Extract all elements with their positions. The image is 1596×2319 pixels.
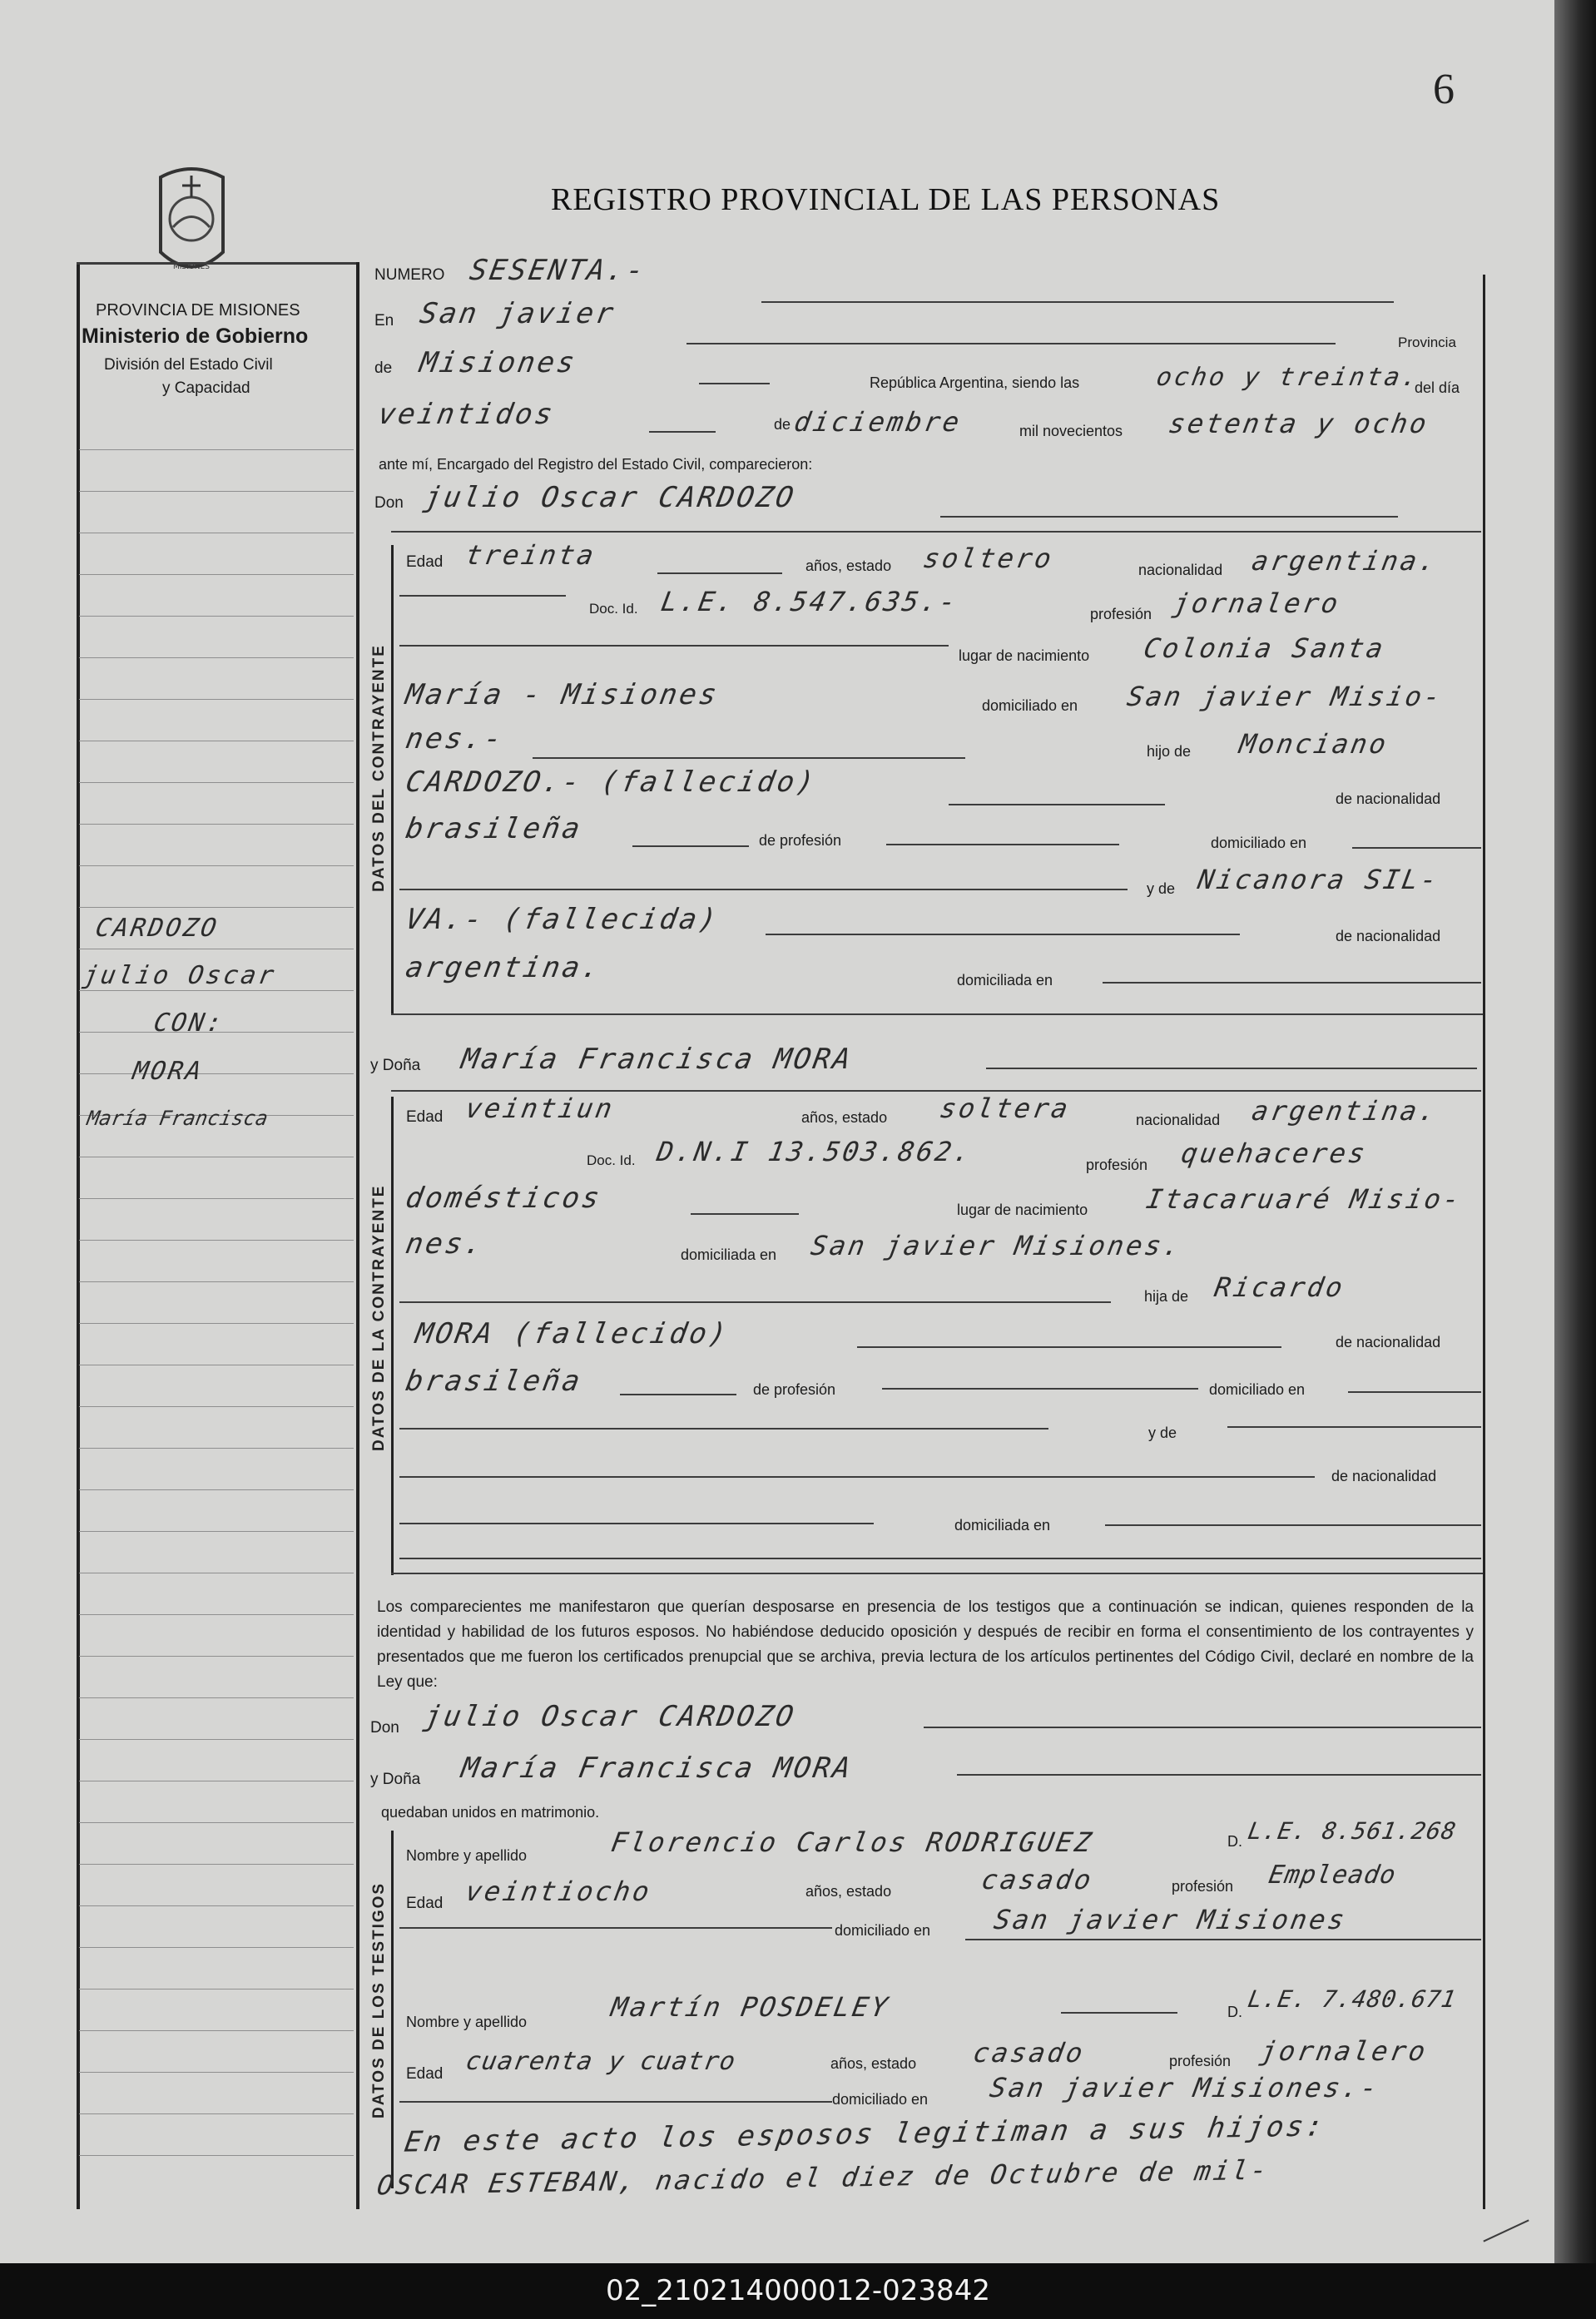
de-nacionalidad-label: de nacionalidad [1336, 790, 1441, 807]
dona-value: María Francisca MORA [458, 1043, 855, 1076]
domiciliado-en-label-2: domiciliado en [1209, 1381, 1306, 1398]
lugar-nacimiento-label-2: lugar de nacimiento [957, 1202, 1088, 1218]
de-nacionalidad-2-label-2: de nacionalidad [1331, 1468, 1437, 1484]
province-name: PROVINCIA DE MISIONES [96, 301, 300, 320]
del-dia-label: del día [1415, 379, 1460, 396]
de-value: Misiones [417, 346, 580, 379]
dona-label: y Doña [370, 1057, 421, 1074]
doc-value: L.E. 8.547.635.- [658, 586, 961, 617]
margin-note-line-5: María Francisca [85, 1107, 270, 1130]
coat-of-arms-icon [152, 161, 231, 285]
testigos-section-label: DATOS DE LOS TESTIGOS [370, 1881, 388, 2118]
domiciliado-label-t1: domiciliado en [835, 1922, 931, 1939]
don-label: Don [374, 494, 404, 512]
edad-label-t2: Edad [406, 2065, 444, 2083]
don-value-2: julio Oscar CARDOZO [421, 1700, 799, 1733]
edad-value-2: veintiun [463, 1093, 617, 1124]
domiciliado-en-label: domiciliado en [1211, 835, 1307, 851]
hijo-de-label: hijo de [1147, 743, 1192, 760]
anios-estado-label-2: años, estado [801, 1109, 888, 1126]
padre-nacionalidad-value: brasileña [403, 812, 585, 845]
testigo-2-doc: L.E. 7.480.671 [1246, 1985, 1459, 2013]
de-nacionalidad-label-2: de nacionalidad [1336, 1334, 1441, 1350]
testigo-1-doc: L.E. 8.561.268 [1246, 1817, 1459, 1845]
edad-label-t1: Edad [406, 1895, 444, 1912]
provincia-label: Provincia [1398, 334, 1456, 350]
form-right-border [1483, 275, 1485, 2209]
nacionalidad-value-2: argentina. [1249, 1095, 1441, 1127]
mil-novecientos-label: mil novecientos [1019, 423, 1123, 439]
ministry-name: Ministerio de Gobierno [82, 325, 309, 348]
page-number: 6 [1433, 66, 1455, 113]
margin-left-border [77, 262, 80, 2209]
republica-text: República Argentina, siendo las [870, 374, 1080, 391]
lugar-value: Colonia Santa [1141, 632, 1388, 664]
testigo-2-edad: cuarenta y cuatro [463, 2047, 739, 2076]
profesion-label-t2: profesión [1169, 2053, 1232, 2069]
testigo-2-profesion: jornalero [1257, 2035, 1430, 2067]
don-value: julio Oscar CARDOZO [421, 481, 799, 514]
dia-value: veintidos [375, 398, 558, 431]
madre-nacionalidad-value: argentina. [403, 951, 605, 984]
testigo-1-profesion: Empleado [1266, 1861, 1399, 1890]
doc-label-2: Doc. Id. [587, 1152, 636, 1168]
legitimation-note-line-1: En este acto los esposos legitiman a sus hijos: [402, 2109, 1328, 2159]
domiciliada-2-label: domiciliada en [954, 1517, 1051, 1534]
lugar-value-2: María - Misiones [403, 678, 722, 711]
testigo-1-edad: veintiocho [463, 1876, 655, 1907]
de-profesion-label-2: de profesión [753, 1381, 836, 1398]
dona-label-2: y Doña [370, 1771, 421, 1788]
testigo-2-nombre: Martín POSDELEY [608, 1991, 893, 2023]
numero-value: SESENTA.- [467, 254, 649, 287]
profesion-label-t1: profesión [1172, 1878, 1234, 1895]
anios-estado-label-t2: años, estado [830, 2055, 917, 2072]
quedaban-text: quedaban unidos en matrimonio. [381, 1804, 600, 1821]
closing-stroke [1483, 2219, 1529, 2242]
contrayente-border [391, 545, 394, 1015]
profesion-label: profesión [1090, 606, 1152, 622]
division-name: División del Estado Civil [104, 356, 273, 374]
declaration-paragraph: Los comparecientes me manifestaron que querían desposarse en presencia de los testigos que a continuación se indican, quienes responden de la identidad y habilidad de los futuros esposos. No habiéndose deducido oposición y después de recibir en forma el consentimiento de los contrayentes y presentados que me fueron los certificados prenupcial que se archiva, previa lectura de los artículos pertinentes del Código Civil, declaré en nombre de la Ley que: [377, 1598, 1474, 1691]
domiciliado-label: domiciliado en [982, 697, 1078, 714]
testigo-2-domicilio: San javier Misiones.- [987, 2072, 1382, 2103]
domiciliada-label-2: domiciliada en [681, 1246, 777, 1263]
domicilio-value: San javier Misio- [1124, 681, 1445, 712]
margin-note-line-4: MORA [130, 1057, 206, 1086]
testigo-1-domicilio: San javier Misiones [991, 1904, 1350, 1935]
lugar-value-4: nes. [403, 1227, 488, 1261]
anios-estado-label: años, estado [805, 557, 892, 574]
testigo-1-estado: casado [979, 1864, 1096, 1895]
domiciliada-label: domiciliada en [957, 972, 1053, 989]
padre-value: Monciano [1237, 728, 1391, 760]
svg-text:MISIONES: MISIONES [172, 263, 211, 271]
division-name-2: y Capacidad [162, 379, 250, 397]
testigo-1-nombre: Florencio Carlos RODRIGUEZ [608, 1826, 1097, 1858]
madre-value-2: VA.- (fallecida) [403, 903, 722, 936]
padre-nacionalidad-value-2: brasileña [403, 1365, 585, 1398]
contrayenta-section-label: DATOS DE LA CONTRAYENTE [370, 1184, 388, 1451]
padre-value-2: CARDOZO.- (fallecido) [403, 766, 820, 799]
doc-label: Doc. Id. [589, 601, 638, 617]
page-title: REGISTRO PROVINCIAL DE LAS PERSONAS [551, 182, 1221, 217]
contrayente-section-label: DATOS DEL CONTRAYENTE [370, 644, 388, 892]
anio-value: setenta y ocho [1166, 408, 1432, 439]
nacionalidad-label: nacionalidad [1138, 562, 1223, 578]
padre-value-4: MORA (fallecido) [413, 1317, 732, 1350]
testigos-border [391, 1831, 394, 2188]
en-value: San javier [417, 297, 619, 330]
domiciliado-label-t2: domiciliado en [832, 2091, 929, 2108]
numero-label: NUMERO [374, 266, 445, 284]
nacionalidad-value: argentina. [1249, 545, 1441, 577]
margin-right-border [356, 262, 359, 2209]
book-binding [1554, 0, 1596, 2263]
madre-value: Nicanora SIL- [1195, 864, 1442, 895]
domicilio-value-2: nes.- [403, 722, 507, 756]
estado-value: soltero [920, 543, 1057, 574]
contrayenta-border [391, 1097, 394, 1575]
don-label-2: Don [370, 1719, 399, 1737]
hija-de-label: hija de [1144, 1288, 1189, 1305]
estado-value-2: soltera [937, 1093, 1073, 1124]
padre-value-3: Ricardo [1212, 1271, 1348, 1303]
domicilio-value-3: San javier Misiones. [808, 1230, 1185, 1261]
file-id-caption: 02_210214000012-023842 [0, 2263, 1596, 2319]
lugar-nacimiento-label: lugar de nacimiento [959, 647, 1090, 664]
de-label: de [374, 359, 393, 377]
en-label: En [374, 312, 394, 330]
hora-value: ocho y treinta. [1153, 363, 1423, 392]
testigo-2-estado: casado [970, 2037, 1088, 2069]
lugar-value-3: Itacaruaré Misio- [1143, 1183, 1465, 1215]
profesion-label-2: profesión [1086, 1157, 1148, 1173]
edad-label: Edad [406, 553, 444, 571]
de-mes-label: de [774, 416, 791, 433]
profesion-value: jornalero [1170, 587, 1343, 619]
profesion-value-2b: domésticos [403, 1182, 605, 1215]
legitimation-note-line-2: OSCAR ESTEBAN, nacido el diez de Octubre de mil- [374, 2153, 1272, 2202]
y-de-label-2: y de [1148, 1425, 1177, 1441]
doc-value-2: D.N.I 13.503.862. [654, 1136, 975, 1167]
dona-value-2: María Francisca MORA [458, 1752, 855, 1785]
nacionalidad-label-2: nacionalidad [1136, 1112, 1221, 1128]
anios-estado-label-t1: años, estado [805, 1883, 892, 1900]
de-profesion-label: de profesión [759, 832, 842, 849]
ante-text: ante mí, Encargado del Registro del Estado Civil, comparecieron: [379, 456, 813, 473]
mes-value: diciembre [791, 406, 964, 438]
nombre-label: Nombre y apellido [406, 1847, 528, 1864]
margin-note-line-1: CARDOZO [92, 914, 221, 943]
margin-note-line-2: julio Oscar [80, 961, 279, 990]
edad-label-2: Edad [406, 1108, 444, 1126]
nombre-label-t2: Nombre y apellido [406, 2014, 528, 2030]
de-nacionalidad-2-label: de nacionalidad [1336, 928, 1441, 944]
margin-note-line-3: CON: [151, 1008, 227, 1038]
edad-value: treinta [463, 539, 599, 571]
profesion-value-2: quehaceres [1178, 1137, 1370, 1169]
margin-top-border [77, 262, 356, 265]
d-label: D. [1227, 1833, 1242, 1850]
d-label-t2: D. [1227, 2004, 1242, 2020]
y-de-label: y de [1147, 880, 1176, 897]
